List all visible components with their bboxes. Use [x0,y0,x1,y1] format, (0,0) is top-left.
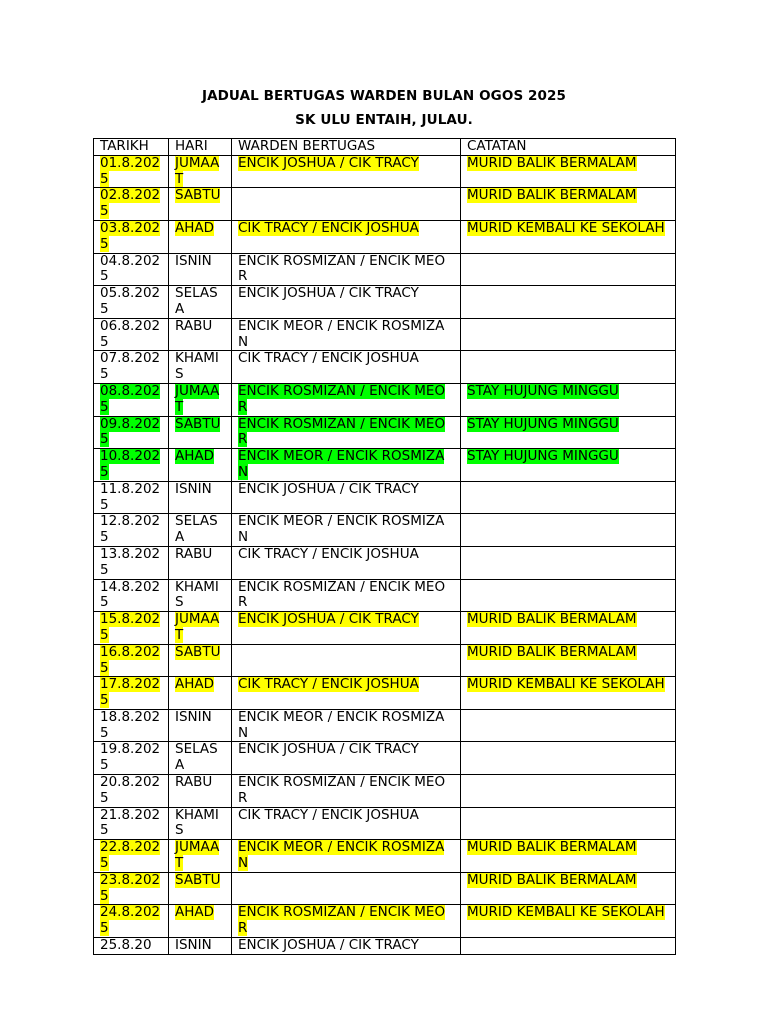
row-date: 21.8.2025 [100,807,161,839]
row-day: AHAD [175,904,215,921]
row-note: MURID BALIK BERMALAM [467,187,637,204]
table-row [94,383,676,416]
row-day: ISNIN [175,481,212,497]
row-warden-cell [232,807,461,840]
row-date: 12.8.2025 [100,513,161,546]
row-warden-cell [232,514,461,547]
row-warden: ENCIK ROSMIZAN / ENCIK MEOR [238,416,446,448]
row-date: 01.8.2025 [100,155,161,187]
table-row [94,905,676,938]
row-date: 03.8.2025 [100,220,161,252]
row-date: 15.8.2025 [100,611,161,643]
row-date-cell [94,938,169,955]
row-warden-cell [232,286,461,319]
row-warden: ENCIK JOSHUA / CIK TRACY [238,611,419,628]
row-warden: CIK TRACY / ENCIK JOSHUA [238,220,419,236]
row-warden: ENCIK MEOR / ENCIK ROSMIZAN [238,513,445,546]
row-warden-cell [232,677,461,710]
row-day: SABTU [175,644,221,660]
row-note-cell [461,677,676,710]
schedule-body [94,139,676,955]
row-day: JUMAAT [175,383,220,415]
row-day: ISNIN [175,709,212,725]
row-date: 04.8.2025 [100,253,161,285]
row-day: KHAMIS [175,579,219,611]
row-warden-cell [232,612,461,645]
row-day: KHAMIS [175,350,219,383]
table-row [94,546,676,579]
row-day-cell [169,155,232,188]
row-warden: ENCIK ROSMIZAN / ENCIK MEOR [238,774,446,806]
row-note: MURID BALIK BERMALAM [467,839,637,856]
row-note-cell [461,188,676,221]
row-day: RABU [175,774,213,791]
row-note-cell [461,775,676,808]
row-note-cell [461,905,676,938]
table-row [94,742,676,775]
table-row [94,775,676,808]
row-day: KHAMIS [175,807,219,839]
table-row [94,840,676,873]
row-note-cell [461,351,676,384]
row-date-cell [94,807,169,840]
row-date: 11.8.2025 [100,481,161,513]
row-date-cell [94,253,169,286]
row-warden-cell [232,775,461,808]
row-warden: ENCIK MEOR / ENCIK ROSMIZAN [238,839,445,872]
row-note-cell [461,155,676,188]
row-warden-cell [232,188,461,221]
table-row [94,253,676,286]
header-row [94,139,676,156]
row-date-cell [94,318,169,351]
row-date-cell [94,155,169,188]
row-warden-cell [232,220,461,253]
table-row [94,612,676,645]
row-day: SELASA [175,513,218,546]
row-note-cell [461,612,676,645]
row-day-cell [169,351,232,384]
row-date: 24.8.2025 [100,904,161,937]
row-date: 22.8.2025 [100,839,161,872]
table-row [94,938,676,955]
table-row [94,318,676,351]
row-day-cell [169,742,232,775]
table-row [94,481,676,514]
row-warden: ENCIK ROSMIZAN / ENCIK MEOR [238,904,446,937]
row-day-cell [169,872,232,905]
row-note-cell [461,220,676,253]
row-date-cell [94,579,169,612]
row-date-cell [94,481,169,514]
row-warden-cell [232,449,461,482]
row-date: 17.8.2025 [100,676,161,709]
row-warden: ENCIK MEOR / ENCIK ROSMIZAN [238,448,445,480]
row-warden-cell [232,579,461,612]
row-warden: CIK TRACY / ENCIK JOSHUA [238,546,419,562]
school-name: SK ULU ENTAIH, JULAU. [295,112,473,128]
row-date-cell [94,286,169,319]
row-note-cell [461,449,676,482]
row-note: MURID BALIK BERMALAM [467,611,637,628]
row-date-cell [94,546,169,579]
row-day: AHAD [175,448,215,465]
table-row [94,188,676,221]
row-day: SABTU [175,872,221,888]
row-warden-cell [232,253,461,286]
row-note: MURID BALIK BERMALAM [467,644,637,660]
row-day: AHAD [175,220,215,236]
row-date-cell [94,416,169,449]
row-date: 02.8.2025 [100,187,161,220]
row-note: MURID KEMBALI KE SEKOLAH [467,676,665,693]
row-date-cell [94,449,169,482]
row-note: MURID BALIK BERMALAM [467,872,637,888]
row-day-cell [169,677,232,710]
row-date-cell [94,644,169,677]
row-warden-cell [232,481,461,514]
row-day-cell [169,612,232,645]
row-date-cell [94,775,169,808]
row-date: 10.8.2025 [100,448,161,480]
table-row [94,644,676,677]
row-note-cell [461,872,676,905]
row-day: ISNIN [175,937,212,954]
row-day: SELASA [175,741,218,774]
row-note-cell [461,318,676,351]
row-warden-cell [232,416,461,449]
duty-schedule-table [93,138,676,955]
row-warden: ENCIK JOSHUA / CIK TRACY [238,937,419,954]
row-date: 20.8.2025 [100,774,161,806]
row-warden: ENCIK JOSHUA / CIK TRACY [238,741,419,758]
table-row [94,351,676,384]
row-day-cell [169,775,232,808]
row-day: JUMAAT [175,611,220,643]
table-row [94,416,676,449]
row-date: 19.8.2025 [100,741,161,774]
row-day: SABTU [175,416,221,432]
row-date-cell [94,677,169,710]
table-row [94,807,676,840]
row-note-cell [461,579,676,612]
row-day-cell [169,481,232,514]
row-warden: CIK TRACY / ENCIK JOSHUA [238,350,419,367]
row-note-cell [461,286,676,319]
row-date-cell [94,514,169,547]
row-warden-cell [232,938,461,955]
row-warden-cell [232,905,461,938]
row-note-cell [461,840,676,873]
row-day-cell [169,709,232,742]
table-row [94,220,676,253]
row-date: 13.8.2025 [100,546,161,578]
table-row [94,677,676,710]
row-date: 05.8.2025 [100,285,161,317]
row-note-cell [461,383,676,416]
row-day-cell [169,644,232,677]
row-day-cell [169,938,232,955]
row-note-cell [461,546,676,579]
row-day-cell [169,286,232,319]
row-day: SELASA [175,285,218,317]
row-warden: ENCIK MEOR / ENCIK ROSMIZAN [238,709,445,741]
row-day: AHAD [175,676,215,693]
row-date: 09.8.2025 [100,416,161,448]
row-note-cell [461,709,676,742]
row-date-cell [94,840,169,873]
row-day-cell [169,318,232,351]
row-note-cell [461,742,676,775]
row-note: MURID KEMBALI KE SEKOLAH [467,904,665,921]
row-date-cell [94,188,169,221]
row-date-cell [94,351,169,384]
header-note: CATATAN [461,139,676,156]
row-day: ISNIN [175,253,212,269]
row-date-cell [94,612,169,645]
row-day-cell [169,383,232,416]
row-warden-cell [232,872,461,905]
row-date: 23.8.2025 [100,872,161,904]
row-day-cell [169,807,232,840]
row-warden-cell [232,644,461,677]
row-warden: ENCIK ROSMIZAN / ENCIK MEOR [238,383,446,415]
row-note: STAY HUJUNG MINGGU [467,448,619,465]
row-date-cell [94,905,169,938]
row-date-cell [94,220,169,253]
row-note: MURID KEMBALI KE SEKOLAH [467,220,665,236]
row-date: 18.8.2025 [100,709,161,741]
row-day: JUMAAT [175,155,220,187]
row-date-cell [94,742,169,775]
row-date: 08.8.2025 [100,383,161,415]
table-row [94,709,676,742]
row-date: 14.8.2025 [100,579,161,611]
row-note-cell [461,253,676,286]
row-date-cell [94,383,169,416]
row-day: JUMAAT [175,839,220,872]
row-day-cell [169,514,232,547]
row-warden-cell [232,351,461,384]
row-day-cell [169,905,232,938]
header-day: HARI [169,139,232,156]
row-note: MURID BALIK BERMALAM [467,155,637,171]
row-warden-cell [232,709,461,742]
row-day-cell [169,188,232,221]
row-date: 06.8.2025 [100,318,161,350]
row-warden-cell [232,383,461,416]
row-warden-cell [232,742,461,775]
row-day-cell [169,546,232,579]
row-warden: ENCIK JOSHUA / CIK TRACY [238,481,419,497]
table-row [94,872,676,905]
row-day: SABTU [175,187,221,204]
row-note-cell [461,807,676,840]
header-warden: WARDEN BERTUGAS [232,139,461,156]
row-date: 07.8.2025 [100,350,161,383]
row-day-cell [169,579,232,612]
table-row [94,449,676,482]
row-day-cell [169,253,232,286]
row-warden-cell [232,155,461,188]
row-note-cell [461,514,676,547]
table-row [94,579,676,612]
row-day-cell [169,220,232,253]
row-warden: ENCIK JOSHUA / CIK TRACY [238,285,419,302]
row-warden: CIK TRACY / ENCIK JOSHUA [238,676,419,693]
row-note: STAY HUJUNG MINGGU [467,416,619,432]
row-date-cell [94,709,169,742]
header-date: TARIKH [94,139,169,156]
row-warden-cell [232,840,461,873]
table-row [94,286,676,319]
table-row [94,514,676,547]
row-warden-cell [232,318,461,351]
row-warden: ENCIK MEOR / ENCIK ROSMIZAN [238,318,445,350]
row-note-cell [461,644,676,677]
table-row [94,155,676,188]
row-day-cell [169,840,232,873]
row-note: STAY HUJUNG MINGGU [467,383,619,399]
row-date: 25.8.20 [100,937,152,954]
row-day-cell [169,449,232,482]
row-warden: CIK TRACY / ENCIK JOSHUA [238,807,419,823]
row-day: RABU [175,546,213,562]
row-day: RABU [175,318,213,334]
row-warden: ENCIK ROSMIZAN / ENCIK MEOR [238,579,446,611]
row-date-cell [94,872,169,905]
row-warden: ENCIK JOSHUA / CIK TRACY [238,155,419,171]
row-day-cell [169,416,232,449]
row-note-cell [461,481,676,514]
row-note-cell [461,938,676,955]
row-date: 16.8.2025 [100,644,161,676]
row-note-cell [461,416,676,449]
row-warden: ENCIK ROSMIZAN / ENCIK MEOR [238,253,446,285]
page-title: JADUAL BERTUGAS WARDEN BULAN OGOS 2025 [201,88,567,104]
row-warden-cell [232,546,461,579]
